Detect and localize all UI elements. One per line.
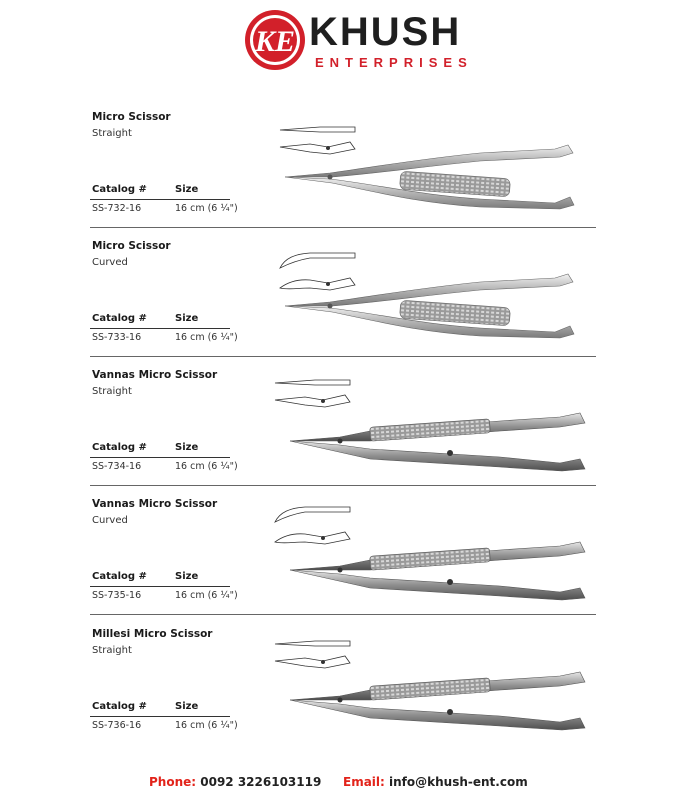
brand-name: KHUSH — [309, 10, 462, 54]
brand-monogram-icon — [243, 8, 307, 72]
product-variant: Straight — [92, 386, 132, 397]
size-value: 16 cm (6 ¼") — [175, 590, 238, 601]
size-header: Size — [175, 701, 199, 712]
size-header: Size — [175, 442, 199, 453]
size-header: Size — [175, 571, 199, 582]
email-label: Email: — [343, 775, 385, 789]
brand-logo — [243, 8, 473, 78]
table-rule — [90, 586, 230, 587]
catalog-number: SS-733-16 — [92, 332, 142, 343]
section-divider — [90, 356, 596, 357]
product-variant: Curved — [92, 515, 128, 526]
micro-scissor-straight-image — [270, 117, 600, 227]
email-address[interactable]: info@khush-ent.com — [389, 775, 528, 789]
brand-subtitle: ENTERPRISES — [315, 55, 473, 70]
size-header: Size — [175, 184, 199, 195]
table-rule — [90, 328, 230, 329]
brand-monogram-text: KE — [254, 25, 296, 58]
product-card — [90, 111, 596, 231]
vannas-micro-scissor-straight-image — [270, 375, 600, 485]
product-variant: Straight — [92, 645, 132, 656]
section-divider — [90, 485, 596, 486]
catalog-header: Catalog # — [92, 571, 147, 582]
product-card — [90, 498, 596, 618]
product-title: Vannas Micro Scissor — [92, 369, 218, 381]
size-value: 16 cm (6 ¼") — [175, 461, 238, 472]
size-header: Size — [175, 313, 199, 324]
catalog-header: Catalog # — [92, 442, 147, 453]
product-card — [90, 628, 596, 748]
section-divider — [90, 614, 596, 615]
catalog-header: Catalog # — [92, 701, 147, 712]
catalog-number: SS-735-16 — [92, 590, 142, 601]
product-title: Micro Scissor — [92, 111, 171, 123]
product-card — [90, 240, 596, 360]
size-value: 16 cm (6 ¼") — [175, 332, 238, 343]
table-rule — [90, 457, 230, 458]
millesi-micro-scissor-straight-image — [270, 634, 600, 744]
table-rule — [90, 716, 230, 717]
catalog-header: Catalog # — [92, 184, 147, 195]
vannas-micro-scissor-curved-image — [270, 504, 600, 614]
product-variant: Straight — [92, 128, 132, 139]
contact-footer — [0, 775, 689, 791]
size-value: 16 cm (6 ¼") — [175, 720, 238, 731]
email-contact — [343, 775, 528, 789]
phone-label: Phone: — [149, 775, 197, 789]
micro-scissor-curved-image — [270, 246, 600, 356]
product-card — [90, 369, 596, 489]
section-divider — [90, 227, 596, 228]
product-variant: Curved — [92, 257, 128, 268]
catalog-header: Catalog # — [92, 313, 147, 324]
product-title: Millesi Micro Scissor — [92, 628, 213, 640]
table-rule — [90, 199, 230, 200]
size-value: 16 cm (6 ¼") — [175, 203, 238, 214]
phone-number[interactable]: 0092 3226103119 — [200, 775, 322, 789]
product-title: Vannas Micro Scissor — [92, 498, 218, 510]
product-title: Micro Scissor — [92, 240, 171, 252]
catalog-number: SS-734-16 — [92, 461, 142, 472]
catalog-number: SS-732-16 — [92, 203, 142, 214]
phone-contact — [149, 775, 321, 789]
catalog-number: SS-736-16 — [92, 720, 142, 731]
